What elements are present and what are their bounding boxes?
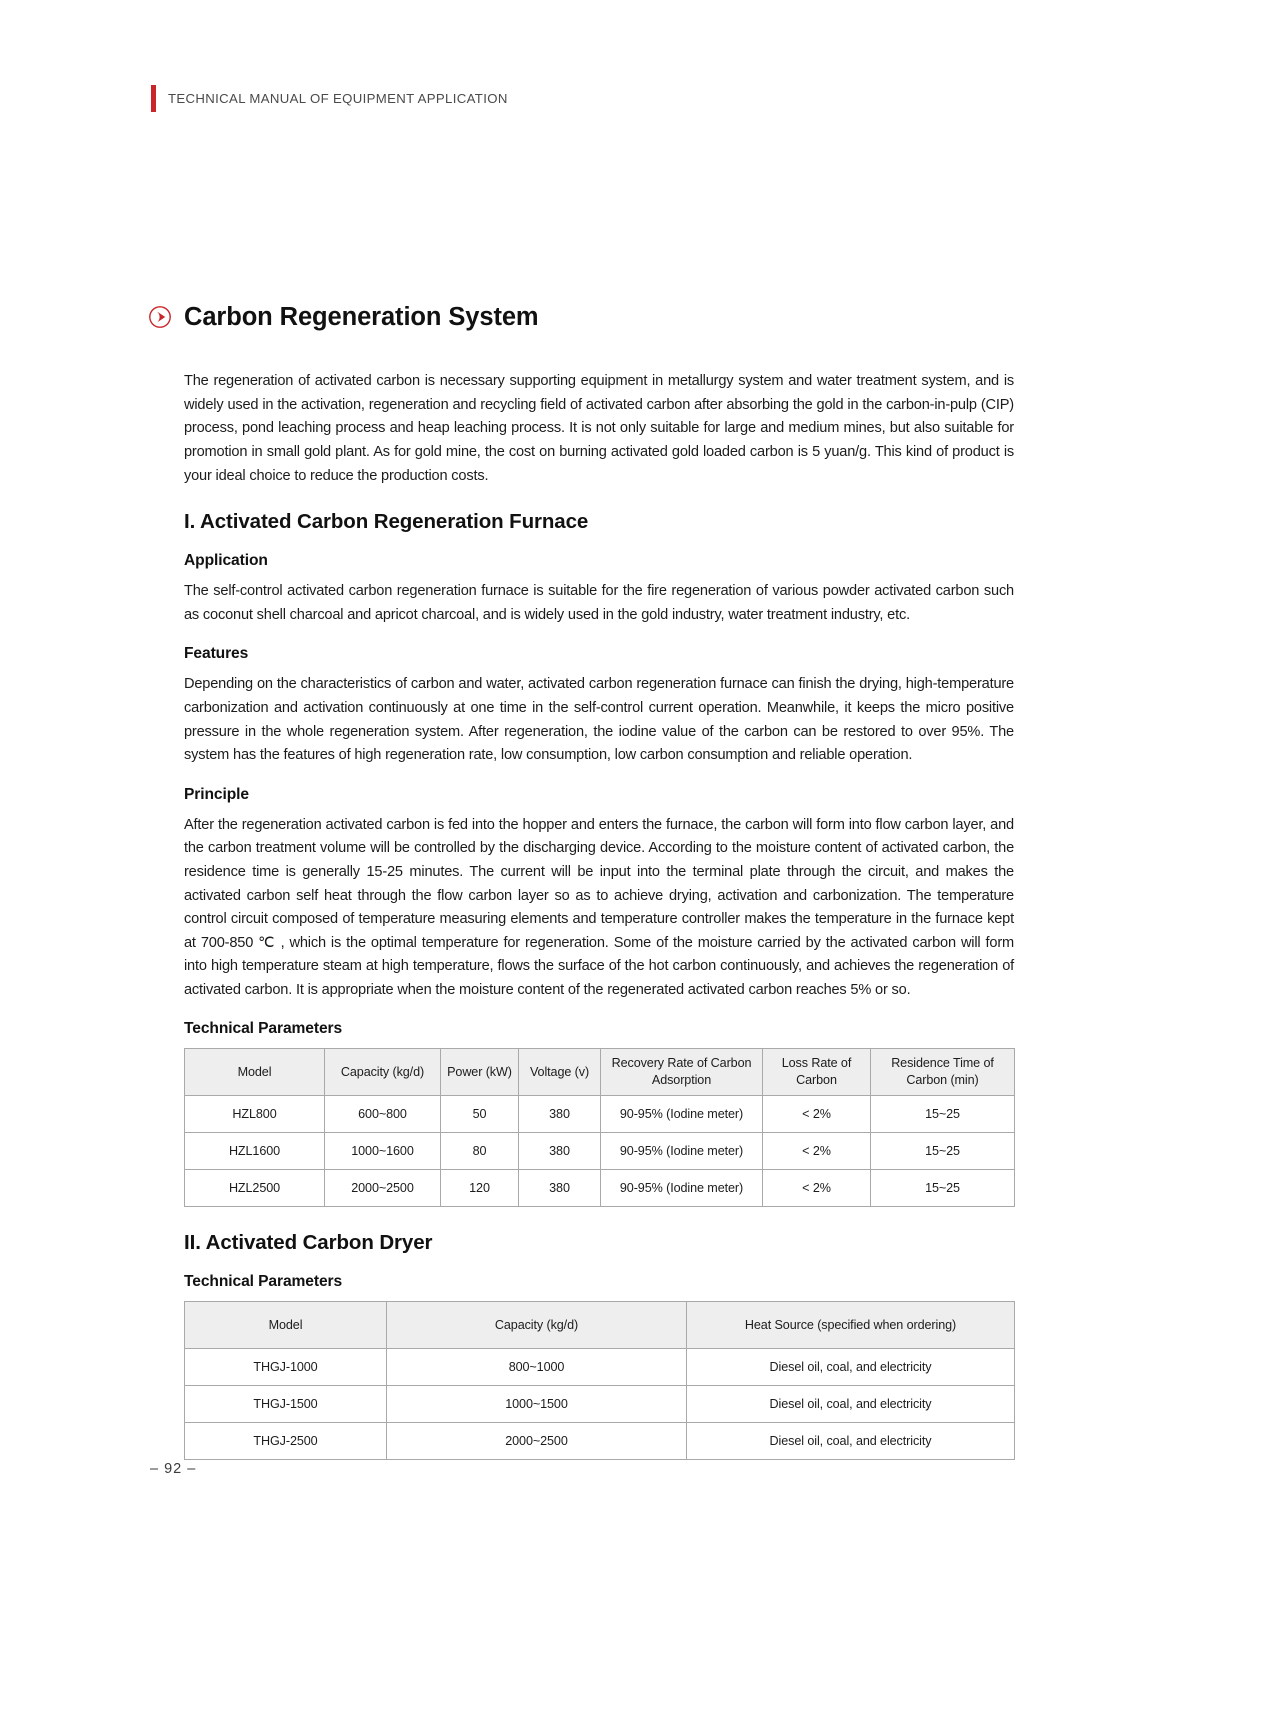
table-cell: < 2%	[763, 1170, 871, 1207]
table-cell: 15~25	[871, 1170, 1015, 1207]
page-title: Carbon Regeneration System	[184, 303, 539, 332]
table-row	[185, 1349, 1015, 1386]
table-cell: 90-95% (Iodine meter)	[601, 1170, 763, 1207]
table-cell: THGJ-1000	[185, 1349, 387, 1386]
table-cell: 50	[441, 1096, 519, 1133]
table-cell: HZL800	[185, 1096, 325, 1133]
application-heading: Application	[184, 552, 268, 570]
table-row	[185, 1423, 1015, 1460]
running-header	[151, 84, 508, 112]
table-cell: HZL2500	[185, 1170, 325, 1207]
table-cell: 90-95% (Iodine meter)	[601, 1096, 763, 1133]
table-cell: < 2%	[763, 1133, 871, 1170]
table-cell: 380	[519, 1170, 601, 1207]
table-cell: 1000~1600	[325, 1133, 441, 1170]
table-row	[185, 1133, 1015, 1170]
table-cell: Diesel oil, coal, and electricity	[687, 1386, 1015, 1423]
column-header: Heat Source (specified when ordering)	[687, 1302, 1015, 1349]
technical-parameters-heading-two: Technical Parameters	[184, 1273, 343, 1291]
features-paragraph: Depending on the characteristics of carbon and water, activated carbon regeneration furnace can finish the drying, high-temperature carbonization and activation continuously at one time in the self-control current operation. Meanwhile, it keeps the micro positive pressure in the whole regeneration system. After regeneration, the iodine value of the carbon can be restored to over 95%. The system has the features of high regeneration rate, low consumption, low carbon consumption and reliable operation.	[184, 676, 1014, 764]
table-cell: THGJ-1500	[185, 1386, 387, 1423]
application-paragraph: The self-control activated carbon regeneration furnace is suitable for the fire regeneration of various powder activated carbon such as coconut shell charcoal and apricot charcoal, and is widely used in the gold industry, water treatment industry, etc.	[184, 583, 1014, 623]
principle-paragraph: After the regeneration activated carbon is fed into the hopper and enters the furnace, the carbon will form into flow carbon layer, and the carbon treatment volume will be controlled by the discharging device. According to the moisture content of activated carbon, the residence time is generally 15-25 minutes. The current will be input into the terminal plate through the circuit, and makes the activated carbon self heat through the flow carbon layer so as to achieve drying, activation and carbonization. The temperature control circuit composed of temperature measuring elements and temperature controller makes the temperature in the furnace kept at 700-850 ℃ , which is the optimal temperature for regeneration. Some of the moisture carried by the activated carbon will form into high temperature steam at high temperature, flows the surface of the hot carbon continuously, and achieves the regeneration of activated carbon. It is appropriate when the moisture content of the regenerated activated carbon reaches 5% or so.	[184, 816, 1014, 998]
table-header-row	[185, 1302, 1015, 1349]
page-number: – 92 –	[150, 1461, 197, 1477]
table-cell: 15~25	[871, 1096, 1015, 1133]
column-header: Model	[185, 1302, 387, 1349]
table-cell: < 2%	[763, 1096, 871, 1133]
column-header: Model	[185, 1049, 325, 1096]
table-cell: 2000~2500	[325, 1170, 441, 1207]
table-header-row	[185, 1049, 1015, 1096]
table-cell: Diesel oil, coal, and electricity	[687, 1423, 1015, 1460]
table-cell: 800~1000	[387, 1349, 687, 1386]
content-column	[184, 286, 1014, 1466]
table-cell: 15~25	[871, 1133, 1015, 1170]
technical-parameters-table-two	[184, 1301, 1015, 1460]
intro-paragraph: The regeneration of activated carbon is necessary supporting equipment in metallurgy system and water treatment system, and is widely used in the activation, regeneration and recycling field of activated carbon after absorbing the gold in the carbon-in-pulp (CIP) process, pond leaching process and heap leaching process. It is not only suitable for large and medium mines, but also suitable for promotion in small gold plant. As for gold mine, the cost on burning activated gold loaded carbon is 5 yuan/g. This kind of product is your ideal choice to reduce the production costs.	[184, 373, 1014, 484]
table-cell: HZL1600	[185, 1133, 325, 1170]
table-cell: THGJ-2500	[185, 1423, 387, 1460]
table-cell: Diesel oil, coal, and electricity	[687, 1349, 1015, 1386]
table-cell: 600~800	[325, 1096, 441, 1133]
table-row	[185, 1096, 1015, 1133]
table-cell: 1000~1500	[387, 1386, 687, 1423]
section-heading-two: II. Activated Carbon Dryer	[184, 1231, 433, 1255]
table-cell: 380	[519, 1133, 601, 1170]
table-row	[185, 1386, 1015, 1423]
column-header: Capacity (kg/d)	[325, 1049, 441, 1096]
table-cell: 80	[441, 1133, 519, 1170]
table-cell: 90-95% (Iodine meter)	[601, 1133, 763, 1170]
column-header: Loss Rate of Carbon	[763, 1049, 871, 1096]
technical-parameters-heading-one: Technical Parameters	[184, 1020, 343, 1038]
page-title-row	[184, 286, 1014, 348]
table-cell: 120	[441, 1170, 519, 1207]
column-header: Recovery Rate of Carbon Adsorption	[601, 1049, 763, 1096]
column-header: Power (kW)	[441, 1049, 519, 1096]
running-header-text: TECHNICAL MANUAL OF EQUIPMENT APPLICATION	[168, 90, 508, 106]
play-circle-icon	[148, 305, 172, 329]
features-heading: Features	[184, 645, 249, 663]
technical-parameters-table-one	[184, 1048, 1015, 1207]
section-heading-one: I. Activated Carbon Regeneration Furnace	[184, 510, 589, 534]
principle-heading: Principle	[184, 785, 249, 803]
table-row	[185, 1170, 1015, 1207]
table-cell: 380	[519, 1096, 601, 1133]
column-header: Residence Time of Carbon (min)	[871, 1049, 1015, 1096]
header-accent-bar	[151, 85, 156, 112]
column-header: Capacity (kg/d)	[387, 1302, 687, 1349]
column-header: Voltage (v)	[519, 1049, 601, 1096]
table-cell: 2000~2500	[387, 1423, 687, 1460]
